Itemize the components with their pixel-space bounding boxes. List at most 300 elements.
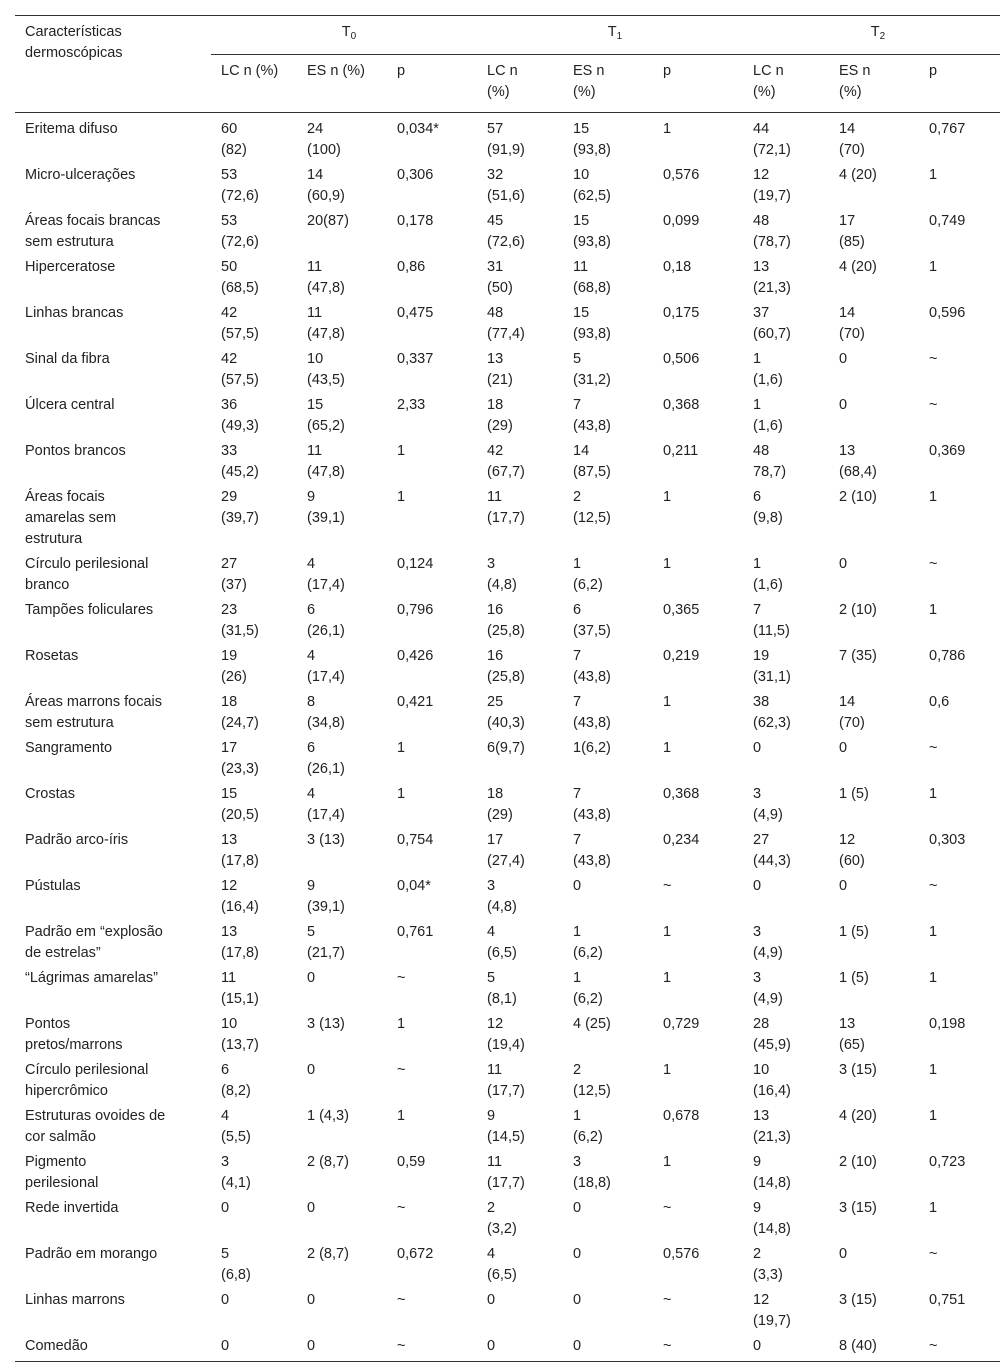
value-text: (34,8) (307, 715, 345, 731)
value-text: 27 (221, 556, 238, 572)
value-text: 37 (753, 305, 770, 321)
value-cell (919, 301, 1000, 347)
value-cell (743, 1242, 829, 1288)
value-text: (20,5) (221, 807, 259, 823)
value-text: 1 (663, 1154, 672, 1170)
value-cell (919, 1242, 1000, 1288)
table-row (15, 439, 1000, 485)
value-cell (211, 874, 297, 920)
value-text: (70) (839, 142, 865, 158)
value-cell (297, 552, 387, 598)
value-text: 3 (573, 1154, 582, 1170)
feature-header-line2: dermoscópicas (25, 45, 123, 61)
value-cell (563, 1242, 653, 1288)
value-text: (21,3) (753, 280, 791, 296)
value-cell (563, 552, 653, 598)
value-text: 60 (221, 121, 238, 137)
value-text: 4 (20) (839, 167, 877, 183)
value-text: 0,426 (397, 648, 434, 664)
value-text: 17 (487, 832, 504, 848)
value-text: 0 (573, 1246, 582, 1262)
value-text: (4,9) (753, 807, 783, 823)
value-text: 4 (20) (839, 259, 877, 275)
value-text: (91,9) (487, 142, 525, 158)
value-cell (387, 1334, 477, 1362)
value-text: 3 (13) (307, 1016, 345, 1032)
value-cell (297, 1196, 387, 1242)
value-text: (43,8) (573, 807, 611, 823)
feature-name-text: Tampões foliculares (25, 602, 154, 618)
value-text: 15 (221, 786, 238, 802)
value-cell (919, 255, 1000, 301)
value-text: 1 (397, 740, 406, 756)
value-cell (563, 1104, 653, 1150)
value-text: (6,2) (573, 577, 603, 593)
value-text: 48 (487, 305, 504, 321)
feature-name-cell (15, 782, 211, 828)
value-text: (21) (487, 372, 513, 388)
table-row (15, 1150, 1000, 1196)
table-row (15, 736, 1000, 782)
value-cell (477, 1334, 563, 1362)
value-cell (211, 1334, 297, 1362)
value-cell (829, 1242, 919, 1288)
value-cell (297, 644, 387, 690)
value-text: (67,7) (487, 464, 525, 480)
value-text: ~ (929, 1246, 938, 1262)
value-text: 6 (221, 1062, 230, 1078)
value-cell (563, 1058, 653, 1104)
value-cell (211, 1288, 297, 1334)
value-cell (653, 1196, 743, 1242)
value-text: 16 (487, 648, 504, 664)
value-text: 0,678 (663, 1108, 700, 1124)
group-t1-subscript: 1 (616, 31, 623, 42)
value-cell (829, 1104, 919, 1150)
value-cell (297, 1058, 387, 1104)
value-cell (563, 828, 653, 874)
feature-name-text: Comedão (25, 1338, 88, 1354)
value-cell (387, 1288, 477, 1334)
value-text: 33 (221, 443, 238, 459)
value-text: 0,337 (397, 351, 434, 367)
value-text: 4 (307, 556, 316, 572)
value-cell (563, 644, 653, 690)
value-cell (829, 1288, 919, 1334)
value-cell (829, 782, 919, 828)
value-text: 1 (929, 489, 938, 505)
feature-name-cell (15, 874, 211, 920)
value-text: (17,8) (221, 853, 259, 869)
value-cell (653, 347, 743, 393)
value-text: 0,303 (929, 832, 966, 848)
value-text: (100) (307, 142, 341, 158)
value-cell (563, 393, 653, 439)
feature-name-cell (15, 301, 211, 347)
value-text: 0,796 (397, 602, 434, 618)
feature-name-text: hipercrômico (25, 1083, 108, 1099)
value-text: 0,124 (397, 556, 434, 572)
value-cell (743, 644, 829, 690)
value-text: (57,5) (221, 372, 259, 388)
value-cell (211, 644, 297, 690)
value-text: (60,9) (307, 188, 345, 204)
value-text: 0,767 (929, 121, 966, 137)
value-cell (477, 966, 563, 1012)
table-row (15, 485, 1000, 552)
feature-name-cell (15, 439, 211, 485)
value-cell (919, 920, 1000, 966)
value-text: (43,8) (573, 418, 611, 434)
value-text: 13 (753, 259, 770, 275)
value-text: 7 (35) (839, 648, 877, 664)
value-cell (919, 113, 1000, 164)
value-cell (477, 347, 563, 393)
value-cell (297, 1150, 387, 1196)
feature-name-cell (15, 1288, 211, 1334)
value-text: 7 (753, 602, 762, 618)
value-text: 0 (307, 970, 316, 986)
value-text: 28 (753, 1016, 770, 1032)
value-cell (297, 347, 387, 393)
value-text: 45 (487, 213, 504, 229)
value-text: (65) (839, 1037, 865, 1053)
group-header-t1 (477, 16, 743, 55)
value-cell (919, 552, 1000, 598)
value-text: 4 (25) (573, 1016, 611, 1032)
value-text: 11 (307, 259, 323, 275)
value-text: 1 (929, 167, 938, 183)
value-cell (297, 113, 387, 164)
value-text: ~ (397, 970, 406, 986)
value-text: 50 (221, 259, 238, 275)
value-text: (6,2) (573, 1129, 603, 1145)
value-text: 15 (307, 397, 324, 413)
value-text: 12 (221, 878, 238, 894)
value-text: 5 (487, 970, 496, 986)
value-text: 13 (839, 443, 856, 459)
value-text: (85) (839, 234, 865, 250)
feature-name-text: Pústulas (25, 878, 81, 894)
value-text: 1 (929, 602, 938, 618)
value-cell (211, 782, 297, 828)
feature-name-text: cor salmão (25, 1129, 96, 1145)
value-text: 19 (753, 648, 770, 664)
value-text: 0 (221, 1292, 230, 1308)
value-text: 0,729 (663, 1016, 700, 1032)
value-text: (68,4) (839, 464, 877, 480)
value-text: 0,596 (929, 305, 966, 321)
value-text: 1 (753, 397, 762, 413)
value-text: (27,4) (487, 853, 525, 869)
value-text: (78,7) (753, 234, 791, 250)
value-cell (743, 736, 829, 782)
value-text: (3,3) (753, 1267, 783, 1283)
feature-name-text: Linhas marrons (25, 1292, 125, 1308)
value-text: ~ (663, 1200, 672, 1216)
value-text: 9 (307, 489, 316, 505)
table-row (15, 782, 1000, 828)
value-cell (653, 1334, 743, 1362)
value-cell (743, 1104, 829, 1150)
value-text: 11 (573, 259, 589, 275)
value-cell (653, 209, 743, 255)
value-cell (387, 920, 477, 966)
table-row (15, 1012, 1000, 1058)
subheader-text: LC n (%) (221, 63, 279, 79)
feature-name-text: Círculo perilesional (25, 1062, 149, 1078)
value-cell (477, 113, 563, 164)
value-text: 9 (753, 1154, 762, 1170)
value-text: 2 (753, 1246, 762, 1262)
value-cell (477, 439, 563, 485)
feature-name-text: “Lágrimas amarelas” (25, 970, 158, 986)
value-text: 6 (307, 602, 316, 618)
feature-name-text: Estruturas ovoides de (25, 1108, 166, 1124)
value-cell (563, 782, 653, 828)
value-text: 10 (573, 167, 590, 183)
value-text: 18 (487, 786, 504, 802)
value-cell (387, 113, 477, 164)
value-text: 2 (8,7) (307, 1154, 349, 1170)
value-text: (47,8) (307, 280, 345, 296)
value-cell (743, 1012, 829, 1058)
feature-column-header (15, 16, 211, 113)
value-text: (68,5) (221, 280, 259, 296)
value-cell (477, 209, 563, 255)
value-text: 6 (753, 489, 762, 505)
feature-name-cell (15, 644, 211, 690)
value-text: 1 (397, 786, 406, 802)
value-text: 0 (487, 1292, 496, 1308)
value-cell (653, 163, 743, 209)
value-text: 32 (487, 167, 504, 183)
value-text: (51,6) (487, 188, 525, 204)
value-text: 23 (221, 602, 238, 618)
value-cell (477, 828, 563, 874)
value-cell (297, 736, 387, 782)
value-cell (829, 439, 919, 485)
value-cell (387, 393, 477, 439)
value-text: 42 (221, 351, 238, 367)
value-text: 0 (307, 1062, 316, 1078)
value-text: 12 (753, 167, 770, 183)
feature-name-text: Eritema difuso (25, 121, 118, 137)
feature-name-cell (15, 690, 211, 736)
value-text: (17,7) (487, 1175, 525, 1191)
feature-name-text: Pigmento (25, 1154, 87, 1170)
value-text: 4 (487, 1246, 496, 1262)
value-text: (14,5) (487, 1129, 525, 1145)
value-text: ~ (397, 1062, 406, 1078)
value-text: 3 (753, 970, 762, 986)
value-text: 11 (487, 1062, 503, 1078)
value-text: 11 (487, 1154, 503, 1170)
value-cell (297, 920, 387, 966)
value-cell (563, 966, 653, 1012)
value-text: (43,8) (573, 853, 611, 869)
value-text: 12 (753, 1292, 770, 1308)
value-cell (211, 598, 297, 644)
value-cell (211, 163, 297, 209)
value-cell (563, 1012, 653, 1058)
feature-name-text: Sangramento (25, 740, 113, 756)
value-cell (563, 1334, 653, 1362)
value-cell (653, 920, 743, 966)
value-text: 57 (487, 121, 504, 137)
value-cell (829, 485, 919, 552)
value-text: 1 (5) (839, 970, 869, 986)
value-cell (919, 966, 1000, 1012)
value-text: (17,4) (307, 577, 345, 593)
value-text: 2 (573, 1062, 582, 1078)
value-cell (653, 113, 743, 164)
column-subheader (829, 55, 919, 113)
value-text: 1 (663, 924, 672, 940)
value-text: 0 (573, 1200, 582, 1216)
value-cell (563, 485, 653, 552)
value-text: ~ (397, 1292, 406, 1308)
feature-name-cell (15, 1242, 211, 1288)
value-cell (743, 439, 829, 485)
value-text: (60,7) (753, 326, 791, 342)
value-cell (563, 301, 653, 347)
value-cell (829, 552, 919, 598)
value-text: (23,3) (221, 761, 259, 777)
column-subheader (919, 55, 1000, 113)
feature-name-text: Áreas marrons focais (25, 694, 162, 710)
value-cell (653, 255, 743, 301)
value-text: 0,475 (397, 305, 434, 321)
value-text: 0,178 (397, 213, 434, 229)
table-row (15, 393, 1000, 439)
value-text: (37,5) (573, 623, 611, 639)
value-cell (829, 113, 919, 164)
value-cell (743, 1196, 829, 1242)
value-cell (387, 966, 477, 1012)
value-text: (4,1) (221, 1175, 251, 1191)
value-cell (563, 1288, 653, 1334)
value-cell (829, 347, 919, 393)
value-text: 2 (487, 1200, 496, 1216)
value-cell (653, 828, 743, 874)
value-text: 8 (40) (839, 1338, 877, 1354)
value-text: 0 (839, 556, 848, 572)
value-text: 1 (753, 351, 762, 367)
value-cell (829, 1150, 919, 1196)
feature-name-text: Áreas focais (25, 489, 105, 505)
value-text: 15 (573, 121, 590, 137)
feature-name-text: sem estrutura (25, 715, 114, 731)
feature-name-text: branco (25, 577, 70, 593)
value-cell (387, 1196, 477, 1242)
value-text: 1 (663, 121, 672, 137)
value-text: 0,175 (663, 305, 700, 321)
subheader-text: (%) (487, 84, 510, 100)
value-text: 3 (13) (307, 832, 345, 848)
value-text: 0,211 (663, 443, 699, 459)
feature-name-cell (15, 347, 211, 393)
value-text: 1 (573, 556, 582, 572)
value-cell (211, 393, 297, 439)
feature-name-text: Crostas (25, 786, 75, 802)
value-text: 14 (839, 694, 856, 710)
value-text: 38 (753, 694, 770, 710)
feature-name-text: pretos/marrons (25, 1037, 123, 1053)
value-text: (29) (487, 807, 513, 823)
value-cell (297, 782, 387, 828)
value-cell (297, 690, 387, 736)
value-cell (477, 690, 563, 736)
value-cell (743, 255, 829, 301)
value-text: 14 (839, 305, 856, 321)
value-text: 20(87) (307, 213, 349, 229)
value-text: 2,33 (397, 397, 426, 413)
dermoscopic-features-table (15, 15, 1000, 1362)
value-text: 6 (573, 602, 582, 618)
value-text: (17,4) (307, 807, 345, 823)
value-cell (211, 552, 297, 598)
table-row (15, 920, 1000, 966)
value-text: 9 (753, 1200, 762, 1216)
value-cell (743, 966, 829, 1012)
value-text: 0,099 (663, 213, 700, 229)
feature-name-text: Pontos (25, 1016, 71, 1032)
feature-name-cell (15, 393, 211, 439)
value-text: 48 (753, 443, 770, 459)
value-text: (6,2) (573, 945, 603, 961)
value-cell (829, 690, 919, 736)
value-cell (743, 690, 829, 736)
value-text: 0 (573, 878, 582, 894)
value-text: (1,6) (753, 418, 783, 434)
value-text: (49,3) (221, 418, 259, 434)
value-text: 10 (753, 1062, 770, 1078)
value-text: 0 (307, 1338, 316, 1354)
value-text: (43,8) (573, 669, 611, 685)
value-text: 0 (753, 878, 762, 894)
value-text: (19,7) (753, 1313, 791, 1329)
feature-name-cell (15, 736, 211, 782)
value-cell (211, 439, 297, 485)
value-text: (9,8) (753, 510, 783, 526)
value-cell (477, 163, 563, 209)
value-text: 42 (487, 443, 504, 459)
value-cell (477, 1104, 563, 1150)
value-cell (563, 163, 653, 209)
value-text: (87,5) (573, 464, 611, 480)
table-row (15, 1242, 1000, 1288)
feature-name-cell (15, 552, 211, 598)
value-cell (653, 439, 743, 485)
table-row (15, 1334, 1000, 1362)
value-cell (653, 644, 743, 690)
value-cell (211, 1104, 297, 1150)
value-text: 0,421 (397, 694, 434, 710)
value-text: 1 (663, 556, 672, 572)
value-text: 0,754 (397, 832, 434, 848)
value-cell (743, 301, 829, 347)
value-text: (17,7) (487, 510, 525, 526)
value-cell (829, 1334, 919, 1362)
value-cell (387, 782, 477, 828)
value-cell (653, 1288, 743, 1334)
value-text: (70) (839, 326, 865, 342)
value-cell (919, 598, 1000, 644)
value-text: 0,576 (663, 167, 700, 183)
value-text: (6,8) (221, 1267, 251, 1283)
value-cell (919, 690, 1000, 736)
